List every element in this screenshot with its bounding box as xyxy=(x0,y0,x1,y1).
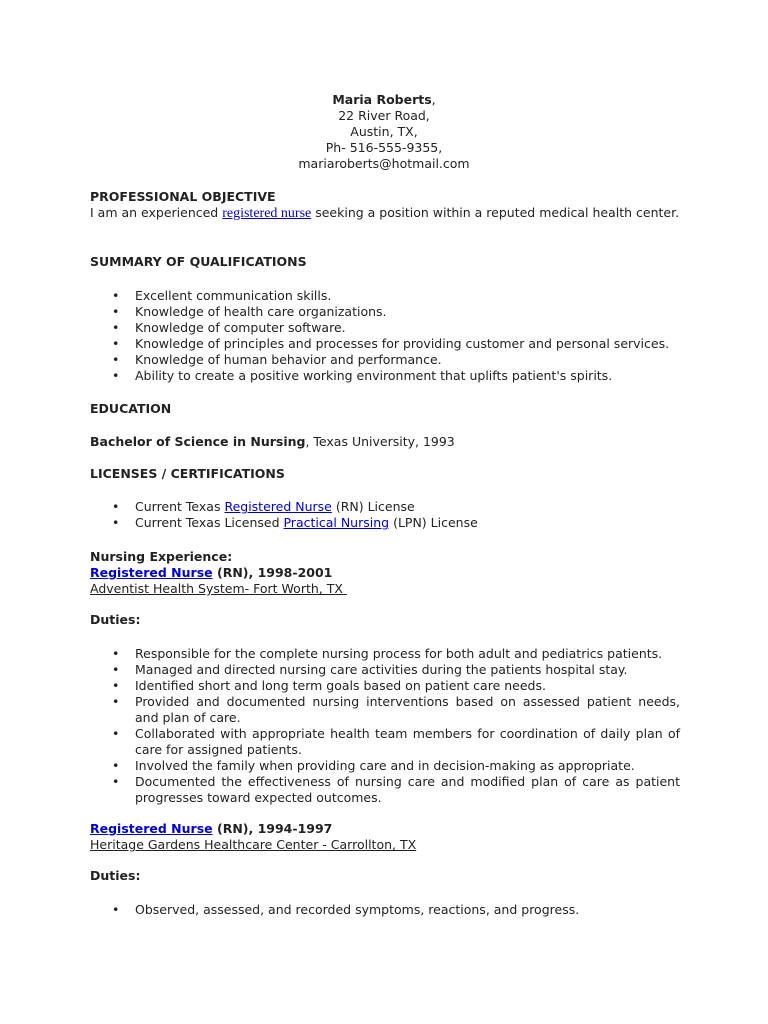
contact-city: Austin, TX, xyxy=(350,124,418,139)
license-text-after: (LPN) License xyxy=(389,515,478,530)
education-detail: , Texas University, 1993 xyxy=(305,434,455,449)
contact-street: 22 River Road, xyxy=(338,108,430,123)
practical-nursing-link[interactable]: Practical Nursing xyxy=(283,515,390,530)
list-item: • Knowledge of principles and processes for providing customer and personal services. xyxy=(90,336,680,352)
list-item: • Knowledge of health care organizations. xyxy=(90,304,680,320)
job-2-duties-list xyxy=(90,902,680,918)
education-entry xyxy=(90,434,680,450)
list-item: • Involved the family when providing care and in decision-making as appropriate. xyxy=(90,758,680,774)
license-text-before: Current Texas Licensed xyxy=(135,515,284,530)
list-item: • Managed and directed nursing care activities during the patients hospital stay. xyxy=(90,662,680,678)
education-heading: EDUCATION xyxy=(90,401,172,416)
license-text-after: (RN) License xyxy=(331,499,415,514)
list-item: • Knowledge of human behavior and performance. xyxy=(90,352,680,368)
degree: Bachelor of Science in Nursing xyxy=(90,434,306,449)
experience-heading: Nursing Experience: xyxy=(90,549,233,564)
objective-text-before: I am an experienced xyxy=(90,205,223,220)
list-item: • Responsible for the complete nursing process for both adult and pediatrics patients. xyxy=(90,646,680,662)
list-item: • Collaborated with appropriate health team members for coordination of daily plan of care for assigned patients. xyxy=(90,726,680,758)
contact-phone: Ph- 516-555-9355, xyxy=(325,140,443,155)
candidate-name: Maria Roberts xyxy=(332,92,432,107)
job-1-duties-list xyxy=(90,646,680,806)
registered-nurse-link[interactable]: registered nurse xyxy=(222,206,312,221)
list-item: • Documented the effectiveness of nursing care and modified plan of care as patient progresses toward expected outcomes. xyxy=(90,774,680,806)
job-title-line xyxy=(90,821,680,837)
licenses-heading: LICENSES / CERTIFICATIONS xyxy=(90,466,285,481)
job-1-header xyxy=(90,565,680,597)
job-title-rest: (RN), 1998-2001 xyxy=(212,565,333,580)
objective-text xyxy=(90,205,680,222)
list-item xyxy=(90,515,680,531)
registered-nurse-link[interactable]: Registered Nurse xyxy=(90,565,213,580)
objective-section xyxy=(90,189,680,222)
list-item xyxy=(90,499,680,515)
job-employer: Adventist Health System- Fort Worth, TX xyxy=(90,581,347,596)
contact-name-line xyxy=(0,92,768,108)
qualifications-heading: SUMMARY OF QUALIFICATIONS xyxy=(90,254,307,269)
contact-block xyxy=(0,92,768,172)
list-item: • Identified short and long term goals based on patient care needs. xyxy=(90,678,680,694)
list-item: • Provided and documented nursing interventions based on assessed patient needs, and plan of care. xyxy=(90,694,680,726)
job-2-duties-heading: Duties: xyxy=(90,868,141,883)
job-1-duties-heading: Duties: xyxy=(90,612,141,627)
job-employer: Heritage Gardens Healthcare Center - Carrollton, TX xyxy=(90,837,417,852)
job-title-line xyxy=(90,565,680,581)
name-suffix: , xyxy=(431,92,436,107)
registered-nurse-link[interactable]: Registered Nurse xyxy=(224,499,332,514)
qualifications-list xyxy=(90,288,680,384)
job-title-rest: (RN), 1994-1997 xyxy=(212,821,333,836)
list-item: • Observed, assessed, and recorded symptoms, reactions, and progress. xyxy=(90,902,680,918)
job-2-header xyxy=(90,821,680,853)
license-text-before: Current Texas xyxy=(135,499,225,514)
list-item: • Knowledge of computer software. xyxy=(90,320,680,336)
list-item: • Ability to create a positive working environment that uplifts patient's spirits. xyxy=(90,368,680,384)
licenses-list xyxy=(90,499,680,531)
objective-heading: PROFESSIONAL OBJECTIVE xyxy=(90,189,276,204)
contact-email: mariaroberts@hotmail.com xyxy=(298,156,470,171)
registered-nurse-link[interactable]: Registered Nurse xyxy=(90,821,213,836)
objective-text-after: seeking a position within a reputed medical health center. xyxy=(311,205,680,220)
list-item: • Excellent communication skills. xyxy=(90,288,680,304)
